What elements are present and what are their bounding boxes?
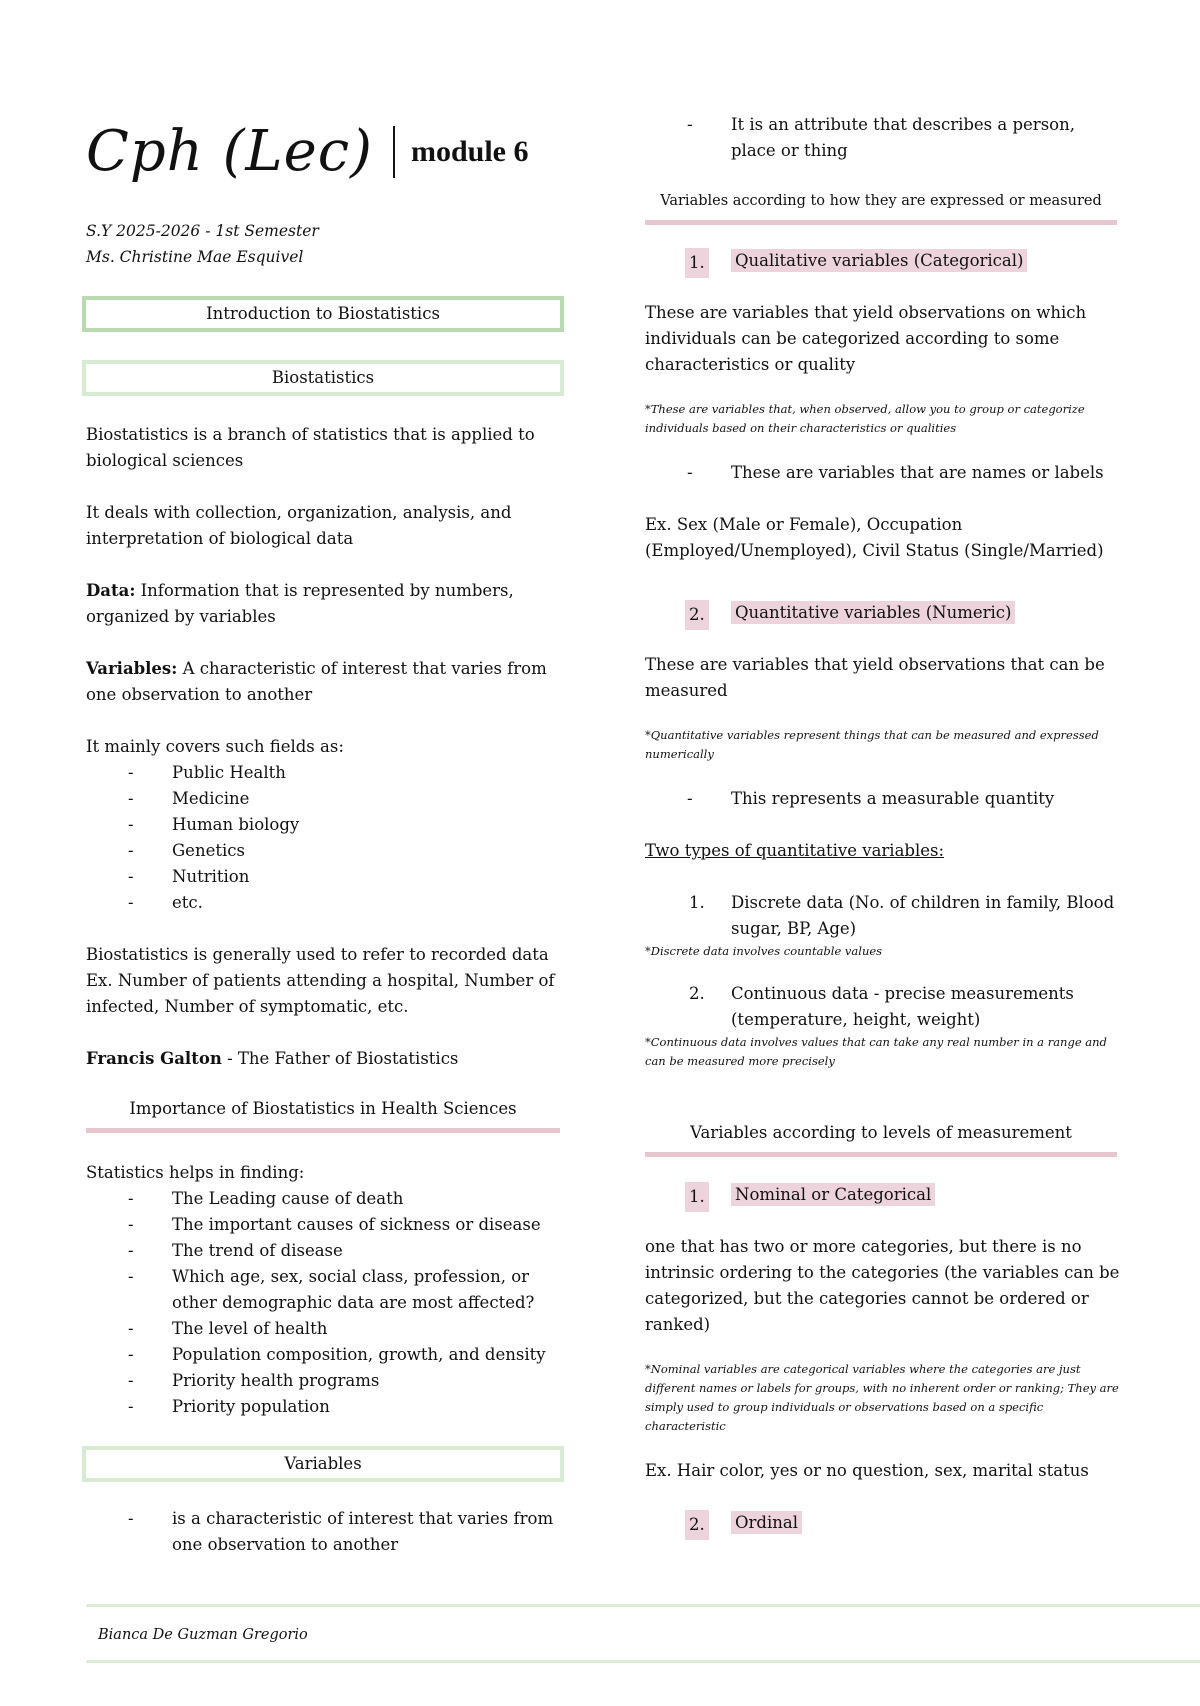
quantitative-note: *Quantitative variables represent things that can be measured and expressed numerically bbox=[645, 728, 1099, 761]
data-term: Data: bbox=[86, 581, 136, 600]
discrete-note: *Discrete data involves countable values bbox=[645, 944, 883, 958]
nominal-label: Nominal or Categorical bbox=[731, 1183, 935, 1206]
variables-term: Variables: bbox=[86, 659, 178, 678]
list-item: - Priority population bbox=[86, 1394, 566, 1420]
section-box-intro-label: Introduction to Biostatistics bbox=[206, 304, 440, 323]
footer-bottom-line bbox=[86, 1660, 1200, 1663]
helps-intro: Statistics helps in finding: bbox=[86, 1163, 305, 1182]
expressed-heading-label: Variables according to how they are expressed or measured bbox=[660, 193, 1102, 209]
paragraph-definition: Biostatistics is a branch of statistics that is applied to biological sciences bbox=[86, 425, 535, 470]
list-item: - The Leading cause of death bbox=[86, 1186, 566, 1212]
list-item: - The level of health bbox=[86, 1316, 566, 1342]
quantitative-dash-list bbox=[645, 786, 1123, 812]
list-item: - Public Health bbox=[86, 760, 556, 786]
continuous-note: *Continuous data involves values that can take any real number in a range and can be measured more precisely bbox=[645, 1035, 1107, 1068]
variables-definition: A characteristic of interest that varies from one observation to another bbox=[86, 659, 547, 704]
page-title bbox=[86, 112, 528, 192]
qualitative-heading bbox=[645, 248, 1123, 274]
list-item: - Human biology bbox=[86, 812, 556, 838]
list-item: - The important causes of sickness or disease bbox=[86, 1212, 566, 1238]
paragraph-variables bbox=[86, 656, 556, 708]
instructor: Ms. Christine Mae Esquivel bbox=[86, 248, 304, 266]
levels-heading-label: Variables according to levels of measurement bbox=[690, 1123, 1072, 1142]
title-script: Cph (Lec) bbox=[86, 119, 373, 184]
helps-list bbox=[86, 1186, 566, 1420]
paragraph-example: Ex. Number of patients attending a hospital, Number of infected, Number of symptomatic, etc. bbox=[86, 971, 555, 1016]
quantitative-heading bbox=[645, 600, 1123, 626]
discrete-item bbox=[645, 890, 1123, 942]
module-label: module 6 bbox=[410, 135, 529, 168]
list-item: - Medicine bbox=[86, 786, 556, 812]
nominal-definition: one that has two or more categories, but there is no intrinsic ordering to the categories (the variables can be categorized, but the categories cannot be ordered or ranked) bbox=[645, 1237, 1120, 1334]
section-box-variables bbox=[82, 1446, 564, 1482]
nominal-example: Ex. Hair color, yes or no question, sex, marital status bbox=[645, 1461, 1089, 1480]
helps-block bbox=[86, 1160, 566, 1420]
intro-paragraphs bbox=[86, 422, 556, 1072]
attr-list bbox=[645, 112, 1123, 164]
list-item: - etc. bbox=[86, 890, 556, 916]
quantitative-label: Quantitative variables (Numeric) bbox=[731, 601, 1015, 624]
list-item: - These are variables that are names or labels bbox=[645, 460, 1123, 486]
quantitative-definition: These are variables that yield observations that can be measured bbox=[645, 655, 1105, 700]
list-item: - The trend of disease bbox=[86, 1238, 566, 1264]
paragraph-deals-with: It deals with collection, organization, analysis, and interpretation of biological data bbox=[86, 503, 512, 548]
list-item: - Nutrition bbox=[86, 864, 556, 890]
variables-block bbox=[86, 1506, 566, 1558]
continuous-number: 2. bbox=[689, 984, 705, 1003]
section-box-biostatistics-label: Biostatistics bbox=[271, 368, 375, 387]
attr-block bbox=[645, 112, 1123, 164]
meta-block bbox=[86, 218, 319, 270]
footer-author: Bianca De Guzman Gregorio bbox=[98, 1627, 308, 1643]
fields-list bbox=[86, 760, 556, 916]
nominal-block bbox=[645, 1182, 1123, 1536]
quantitative-block bbox=[645, 600, 1123, 1071]
list-item: - Which age, sex, social class, profession, or other demographic data are most affected? bbox=[86, 1264, 566, 1316]
levels-heading bbox=[645, 1120, 1117, 1157]
section-box-intro bbox=[82, 296, 564, 332]
list-item: - This represents a measurable quantity bbox=[645, 786, 1123, 812]
ordinal-heading bbox=[645, 1510, 1123, 1536]
galton-name: Francis Galton bbox=[86, 1049, 222, 1068]
qualitative-note: *These are variables that, when observed, allow you to group or categorize individuals based on their characteristics or qualities bbox=[645, 402, 1085, 435]
qualitative-dash-list bbox=[645, 460, 1123, 486]
list-item: - Population composition, growth, and density bbox=[86, 1342, 566, 1368]
section-box-biostatistics bbox=[82, 360, 564, 396]
importance-heading-label: Importance of Biostatistics in Health Sciences bbox=[129, 1099, 517, 1118]
continuous-text: Continuous data - precise measurements (temperature, height, weight) bbox=[731, 984, 1074, 1029]
ordinal-label: Ordinal bbox=[731, 1511, 802, 1534]
galton-rest: - The Father of Biostatistics bbox=[221, 1049, 459, 1068]
title-divider bbox=[393, 126, 395, 178]
school-year: S.Y 2025-2026 - 1st Semester bbox=[86, 222, 319, 240]
quantitative-number: 2. bbox=[685, 600, 709, 630]
nominal-heading bbox=[645, 1182, 1123, 1208]
list-item: - Priority health programs bbox=[86, 1368, 566, 1394]
paragraph-galton bbox=[86, 1046, 556, 1072]
paragraph-recorded: Biostatistics is generally used to refer to recorded data bbox=[86, 945, 549, 964]
importance-heading bbox=[86, 1096, 560, 1133]
qualitative-label: Qualitative variables (Categorical) bbox=[731, 249, 1027, 272]
nominal-note: *Nominal variables are categorical variables where the categories are just different names or labels for groups, with no inherent order or ranking; They are simply used to group individuals or observations based on a specific characteristic bbox=[645, 1362, 1119, 1433]
data-definition: Information that is represented by numbers, organized by variables bbox=[86, 581, 514, 626]
nominal-number: 1. bbox=[685, 1182, 709, 1212]
list-item: - is a characteristic of interest that varies from one observation to another bbox=[86, 1506, 566, 1558]
qualitative-example: Ex. Sex (Male or Female), Occupation (Employed/Unemployed), Civil Status (Single/Married) bbox=[645, 515, 1104, 560]
continuous-item bbox=[645, 981, 1123, 1033]
two-types-heading: Two types of quantitative variables: bbox=[645, 841, 945, 860]
paragraph-data bbox=[86, 578, 556, 630]
variables-list bbox=[86, 1506, 566, 1558]
qualitative-block bbox=[645, 248, 1123, 564]
list-item: - It is an attribute that describes a person, place or thing bbox=[645, 112, 1123, 164]
section-box-variables-label: Variables bbox=[284, 1454, 362, 1473]
fields-intro: It mainly covers such fields as: bbox=[86, 737, 344, 756]
ordinal-number: 2. bbox=[685, 1510, 709, 1540]
qualitative-number: 1. bbox=[685, 248, 709, 278]
discrete-text: Discrete data (No. of children in family, Blood sugar, BP, Age) bbox=[731, 893, 1115, 938]
discrete-number: 1. bbox=[689, 893, 705, 912]
expressed-heading bbox=[645, 188, 1117, 225]
qualitative-definition: These are variables that yield observations on which individuals can be categorized according to some characteristics or quality bbox=[645, 303, 1087, 374]
footer-top-line bbox=[86, 1604, 1200, 1607]
list-item: - Genetics bbox=[86, 838, 556, 864]
